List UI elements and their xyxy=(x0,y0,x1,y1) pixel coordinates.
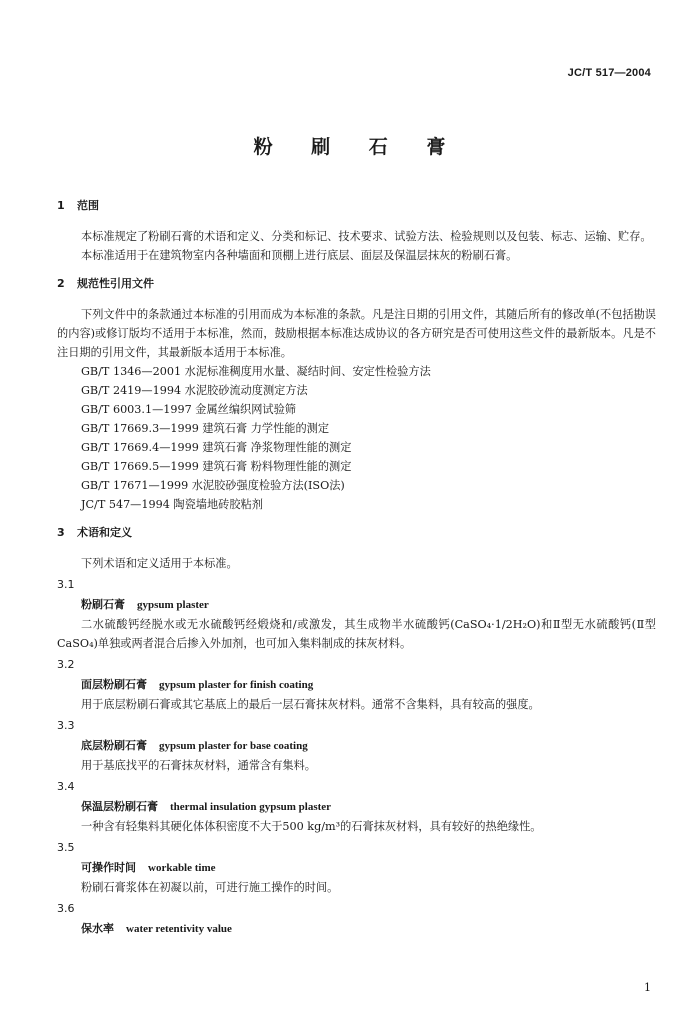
term-heading xyxy=(81,858,656,878)
clause-number: 3.3 xyxy=(57,719,75,732)
term-heading xyxy=(81,675,656,695)
term-heading xyxy=(81,797,656,817)
section-title: 术语和定义 xyxy=(77,526,132,539)
reference-item: GB/T 2419—1994 水泥胶砂流动度测定方法 xyxy=(81,384,308,397)
clause-number: 3.6 xyxy=(57,902,75,915)
term-definition: 用于底层粉刷石膏或其它基底上的最后一层石膏抹灰材料。通常不含集料，具有较高的强度。 xyxy=(81,698,540,711)
term-zh: 可操作时间 xyxy=(81,861,136,874)
reference-item: GB/T 6003.1—1997 金属丝编织网试验筛 xyxy=(81,403,296,416)
section-number: 3 xyxy=(57,526,65,539)
reference-item: JC/T 547—1994 陶瓷墙地砖胶粘剂 xyxy=(81,498,263,511)
term-en: workable time xyxy=(148,862,216,874)
document-body xyxy=(57,196,656,939)
section-number: 1 xyxy=(57,199,65,212)
section-heading xyxy=(57,196,656,215)
term-en: gypsum plaster xyxy=(137,599,209,611)
term-en: gypsum plaster for base coating xyxy=(159,740,308,752)
term-en: thermal insulation gypsum plaster xyxy=(170,801,332,813)
section-title: 范围 xyxy=(77,199,99,212)
term-zh: 粉刷石膏 xyxy=(81,598,125,611)
reference-item: GB/T 1346—2001 水泥标准稠度用水量、凝结时间、安定性检验方法 xyxy=(81,365,431,378)
term-definition: 粉刷石膏浆体在初凝以前，可进行施工操作的时间。 xyxy=(81,881,339,894)
clause-number: 3.5 xyxy=(57,841,75,854)
section-heading xyxy=(57,274,656,293)
term-definition: 用于基底找平的石膏抹灰材料，通常含有集料。 xyxy=(81,759,316,772)
term-zh: 面层粉刷石膏 xyxy=(81,678,147,691)
term-heading xyxy=(81,736,656,756)
reference-item: GB/T 17669.5—1999 建筑石膏 粉料物理性能的测定 xyxy=(81,460,352,473)
term-definition: 一种含有轻集料其硬化体体积密度不大于500 kg/m³的石膏抹灰材料，具有较好的热绝缘性。 xyxy=(81,820,542,833)
document-title: 粉 刷 石 膏 xyxy=(253,136,462,158)
term-zh: 保水率 xyxy=(81,922,114,935)
reference-item: GB/T 17671—1999 水泥胶砂强度检验方法(ISO法) xyxy=(81,479,345,492)
term-zh: 保温层粉刷石膏 xyxy=(81,800,158,813)
section-heading xyxy=(57,523,656,542)
term-definition: 二水硫酸钙经脱水或无水硫酸钙经煅烧和/或激发，其生成物半水硫酸钙(CaSO₄·1/2H₂O)和Ⅱ型无水硫酸钙(Ⅱ型CaSO₄)单独或两者混合后掺入外加剂，也可加入集料制成的抹灰材料。 xyxy=(57,618,656,650)
clause-number: 3.1 xyxy=(57,578,75,591)
paragraph: 下列术语和定义适用于本标准。 xyxy=(81,557,238,570)
paragraph: 本标准适用于在建筑物室内各种墙面和顶棚上进行底层、面层及保温层抹灰的粉刷石膏。 xyxy=(81,249,518,262)
term-zh: 底层粉刷石膏 xyxy=(81,739,147,752)
term-en: gypsum plaster for finish coating xyxy=(159,679,314,691)
page-number: 1 xyxy=(644,981,651,994)
section-number: 2 xyxy=(57,277,65,290)
paragraph: 本标准规定了粉刷石膏的术语和定义、分类和标记、技术要求、试验方法、检验规则以及包装、标志、运输、贮存。 xyxy=(81,230,652,243)
clause-number: 3.2 xyxy=(57,658,75,671)
reference-item: GB/T 17669.3—1999 建筑石膏 力学性能的测定 xyxy=(81,422,330,435)
term-en: water retentivity value xyxy=(126,923,232,935)
term-heading xyxy=(81,919,656,939)
clause-number: 3.4 xyxy=(57,780,75,793)
paragraph: 下列文件中的条款通过本标准的引用而成为本标准的条款。凡是注日期的引用文件，其随后所有的修改单(不包括勘误的内容)或修订版均不适用于本标准，然而，鼓励根据本标准达成协议的各方研究是否可使用这些文件的最新版本。凡是不注日期的引用文件，其最新版本适用于本标准。 xyxy=(57,308,656,359)
term-heading xyxy=(81,595,656,615)
standard-number: JC/T 517—2004 xyxy=(567,67,651,79)
reference-item: GB/T 17669.4—1999 建筑石膏 净浆物理性能的测定 xyxy=(81,441,352,454)
section-title: 规范性引用文件 xyxy=(77,277,154,290)
